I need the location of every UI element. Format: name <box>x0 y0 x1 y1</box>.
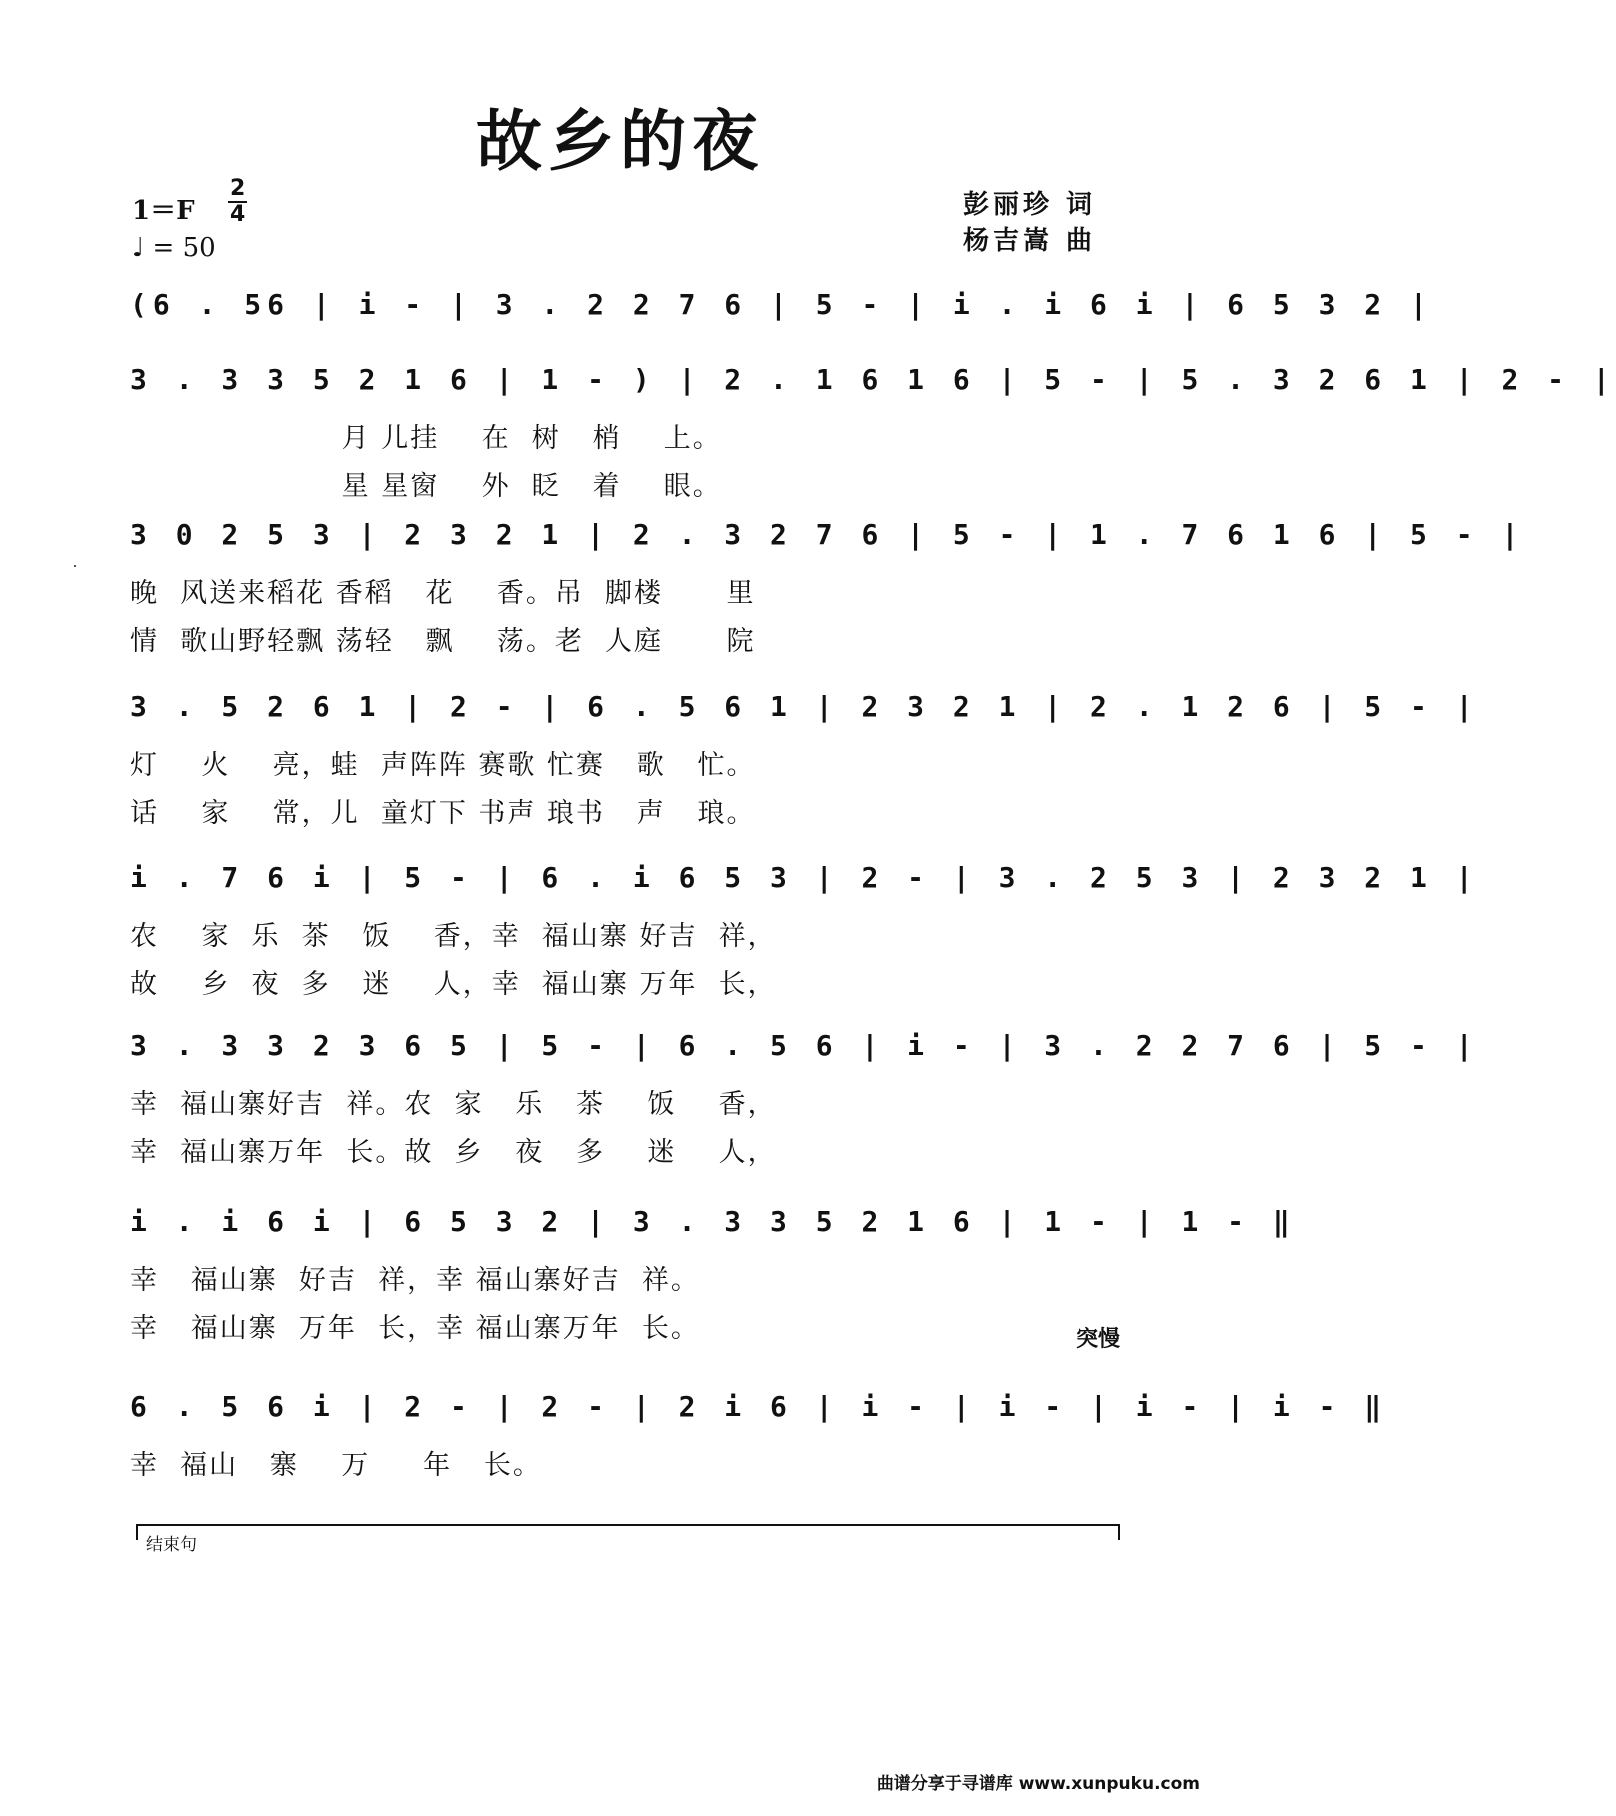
lyric-line: 幸 福山寨好吉 祥。农 家 乐 茶 饭 香， <box>130 1089 777 1120</box>
footer-watermark: 曲谱分享于寻谱库 www.xunpuku.com <box>876 1774 1200 1794</box>
notation-text: (6 . 56 | i - | 3 . 2 2 7 6 | 5 - | i . i 6 i | 6 5 3 2 | <box>130 288 1433 321</box>
page-speck <box>74 565 76 567</box>
notation-line <box>130 672 1479 742</box>
score-line <box>130 1372 1388 1490</box>
tempo-marking: ♩ = 50 <box>132 233 216 263</box>
notation-line <box>130 843 1479 913</box>
lyric-line: 话 家 常，儿 童灯下 书声 琅书 声 琅。 <box>130 798 756 829</box>
notation-text: 3 . 3 3 5 2 1 6 | 1 - ) | 2 . 1 6 1 6 | 5 - | 5 . 3 2 6 1 | 2 - | <box>130 363 1616 396</box>
score-line <box>130 843 1479 1009</box>
lyric-line: 幸 福山寨 万年 长，幸 福山寨万年 长。 <box>130 1313 700 1344</box>
score-line <box>130 345 1616 511</box>
lyric-line: 幸 福山寨 好吉 祥，幸 福山寨好吉 祥。 <box>130 1265 700 1296</box>
notation-text: 3 . 3 3 2 3 6 5 | 5 - | 6 . 5 6 | i - | 3 . 2 2 7 6 | 5 - | <box>130 1029 1479 1062</box>
lyric-line: 星 星窗 外 眨 着 眼。 <box>130 471 722 502</box>
tempo-change-marking: 突慢 <box>1075 1326 1120 1352</box>
lyric-line: 情 歌山野轻飘 荡轻 飘 荡。老 人庭 院 <box>130 626 756 657</box>
song-title: 故乡的夜 <box>476 102 764 180</box>
score-line <box>130 270 1433 340</box>
notation-line <box>130 1187 1296 1257</box>
time-signature-bottom: 4 <box>230 202 246 227</box>
notation-line <box>130 270 1433 340</box>
time-signature-top: 2 <box>230 176 246 201</box>
lyric-line: 幸 福山寨万年 长。故 乡 夜 多 迷 人， <box>130 1137 777 1168</box>
notation-text: 3 0 2 5 3 | 2 3 2 1 | 2 . 3 2 7 6 | 5 - | 1 . 7 6 1 6 | 5 - | <box>130 518 1525 551</box>
notation-line <box>130 1372 1388 1442</box>
lyric-line: 故 乡 夜 多 迷 人，幸 福山寨 万年 长， <box>130 969 777 1000</box>
lyric-line: 幸 福山 寨 万 年 长。 <box>130 1450 542 1481</box>
notation-line <box>130 500 1525 570</box>
lyric-line: 晚 风送来稻花 香稻 花 香。吊 脚楼 里 <box>130 578 756 609</box>
score-line <box>130 672 1479 838</box>
lyric-line: 农 家 乐 茶 饭 香，幸 福山寨 好吉 祥， <box>130 921 777 952</box>
notation-text: i . i 6 i | 6 5 3 2 | 3 . 3 3 5 2 1 6 | 1 - | 1 - ‖ <box>130 1205 1296 1238</box>
notation-line <box>130 1011 1479 1081</box>
notation-text: 3 . 5 2 6 1 | 2 - | 6 . 5 6 1 | 2 3 2 1 | 2 . 1 2 6 | 5 - | <box>130 690 1479 723</box>
notation-text: 6 . 5 6 i | 2 - | 2 - | 2 i 6 | i - | i - | i - | i - ‖ <box>130 1390 1388 1423</box>
composer-credit: 杨吉嵩 曲 <box>962 226 1096 256</box>
time-signature <box>228 177 247 227</box>
lyric-line: 月 儿挂 在 树 梢 上。 <box>130 423 722 454</box>
key-signature: 1＝F <box>132 196 195 226</box>
lyric-line: 灯 火 亮，蛙 声阵阵 赛歌 忙赛 歌 忙。 <box>130 750 756 781</box>
score-line <box>130 1011 1479 1177</box>
ending-bracket <box>136 1524 1120 1540</box>
lyricist-credit: 彭丽珍 词 <box>962 190 1096 220</box>
notation-text: i . 7 6 i | 5 - | 6 . i 6 5 3 | 2 - | 3 . 2 5 3 | 2 3 2 1 | <box>130 861 1479 894</box>
notation-line <box>130 345 1616 415</box>
score-line <box>130 500 1525 666</box>
score-line <box>130 1187 1296 1353</box>
ending-label: 结束句 <box>146 1535 197 1555</box>
